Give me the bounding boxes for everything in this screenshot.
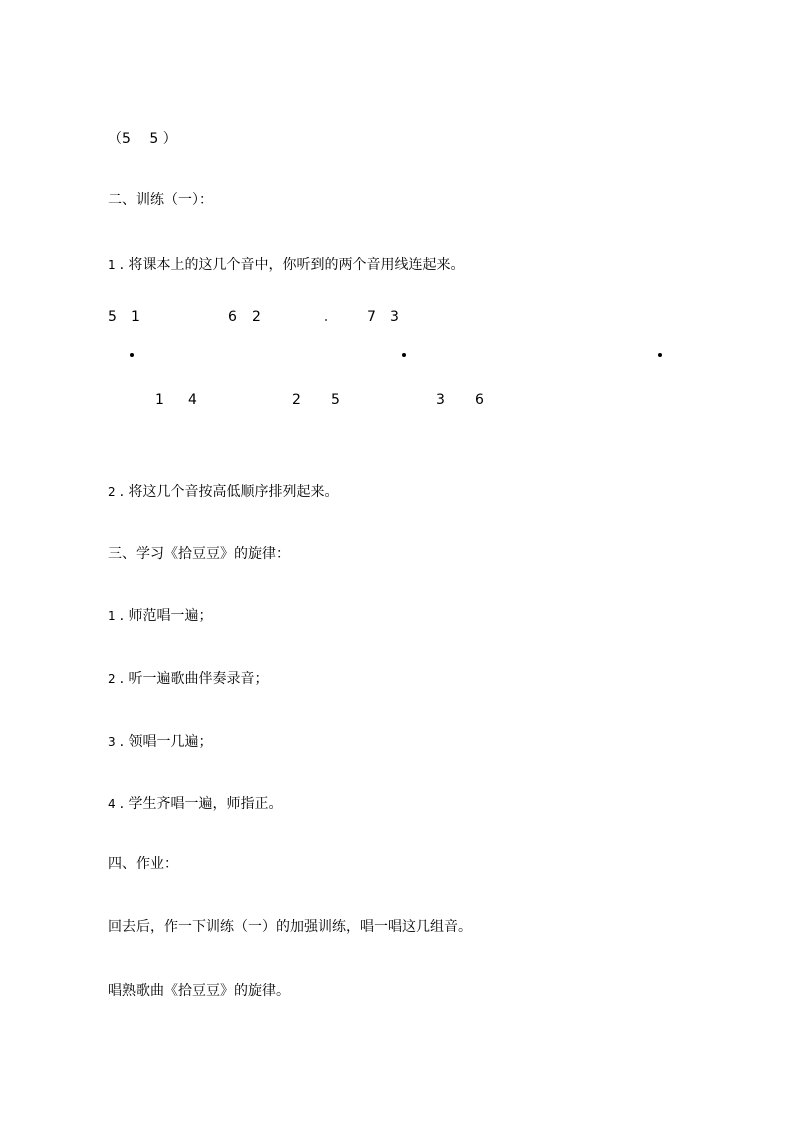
item-text: . 领唱一几遍；: [119, 734, 213, 750]
section2-item-1: [108, 256, 465, 274]
top-note-4: 2: [252, 309, 261, 325]
top-note-2: 1: [131, 309, 140, 325]
section3-item-4: [108, 795, 283, 813]
bottom-note-1: 1: [155, 392, 164, 408]
homework-line-2: 唱熟歌曲《拾豆豆》的旋律。: [108, 983, 290, 999]
top-note-3: 6: [228, 309, 237, 325]
connection-dot-left: [130, 353, 134, 357]
connection-dot-middle: [402, 353, 406, 357]
section3-heading: 三、学习《拾豆豆》的旋律：: [108, 546, 290, 562]
section3-item-1: [108, 607, 213, 625]
item-text: . 听一遍歌曲伴奏录音；: [119, 671, 269, 687]
homework-line-1: 回去后，作一下训练（一）的加强训练，唱一唱这几组音。: [108, 919, 472, 935]
section3-item-2: [108, 670, 269, 688]
bottom-note-3: 2: [292, 392, 301, 408]
bottom-note-4: 5: [331, 392, 340, 408]
item-number: 3: [108, 735, 116, 749]
item-number: 1: [108, 258, 116, 272]
top-note-1: 5: [108, 309, 117, 325]
item-text: . 师范唱一遍；: [119, 608, 213, 624]
paren-line: （5 5 ）: [108, 131, 177, 147]
section2-heading: 二、训练（一）：: [108, 192, 213, 208]
item-number: 2: [108, 485, 116, 499]
bottom-note-5: 3: [436, 392, 445, 408]
top-note-5: 7: [367, 309, 376, 325]
item-text: . 学生齐唱一遍，师指正。: [119, 796, 283, 812]
bottom-note-6: 6: [475, 392, 484, 408]
section3-item-3: [108, 733, 213, 751]
section4-heading: 四、作业：: [108, 856, 178, 872]
item-number: 1: [108, 609, 116, 623]
section2-item-2: [108, 483, 339, 501]
connection-dot-right: [658, 353, 662, 357]
item-number: 4: [108, 797, 116, 811]
speck-mark: [325, 319, 327, 321]
item-text: . 将这几个音按高低顺序排列起来。: [119, 484, 339, 500]
top-note-6: 3: [390, 309, 399, 325]
item-number: 2: [108, 672, 116, 686]
item-text: . 将课本上的这几个音中，你听到的两个音用线连起来。: [119, 257, 465, 273]
bottom-note-2: 4: [188, 392, 197, 408]
